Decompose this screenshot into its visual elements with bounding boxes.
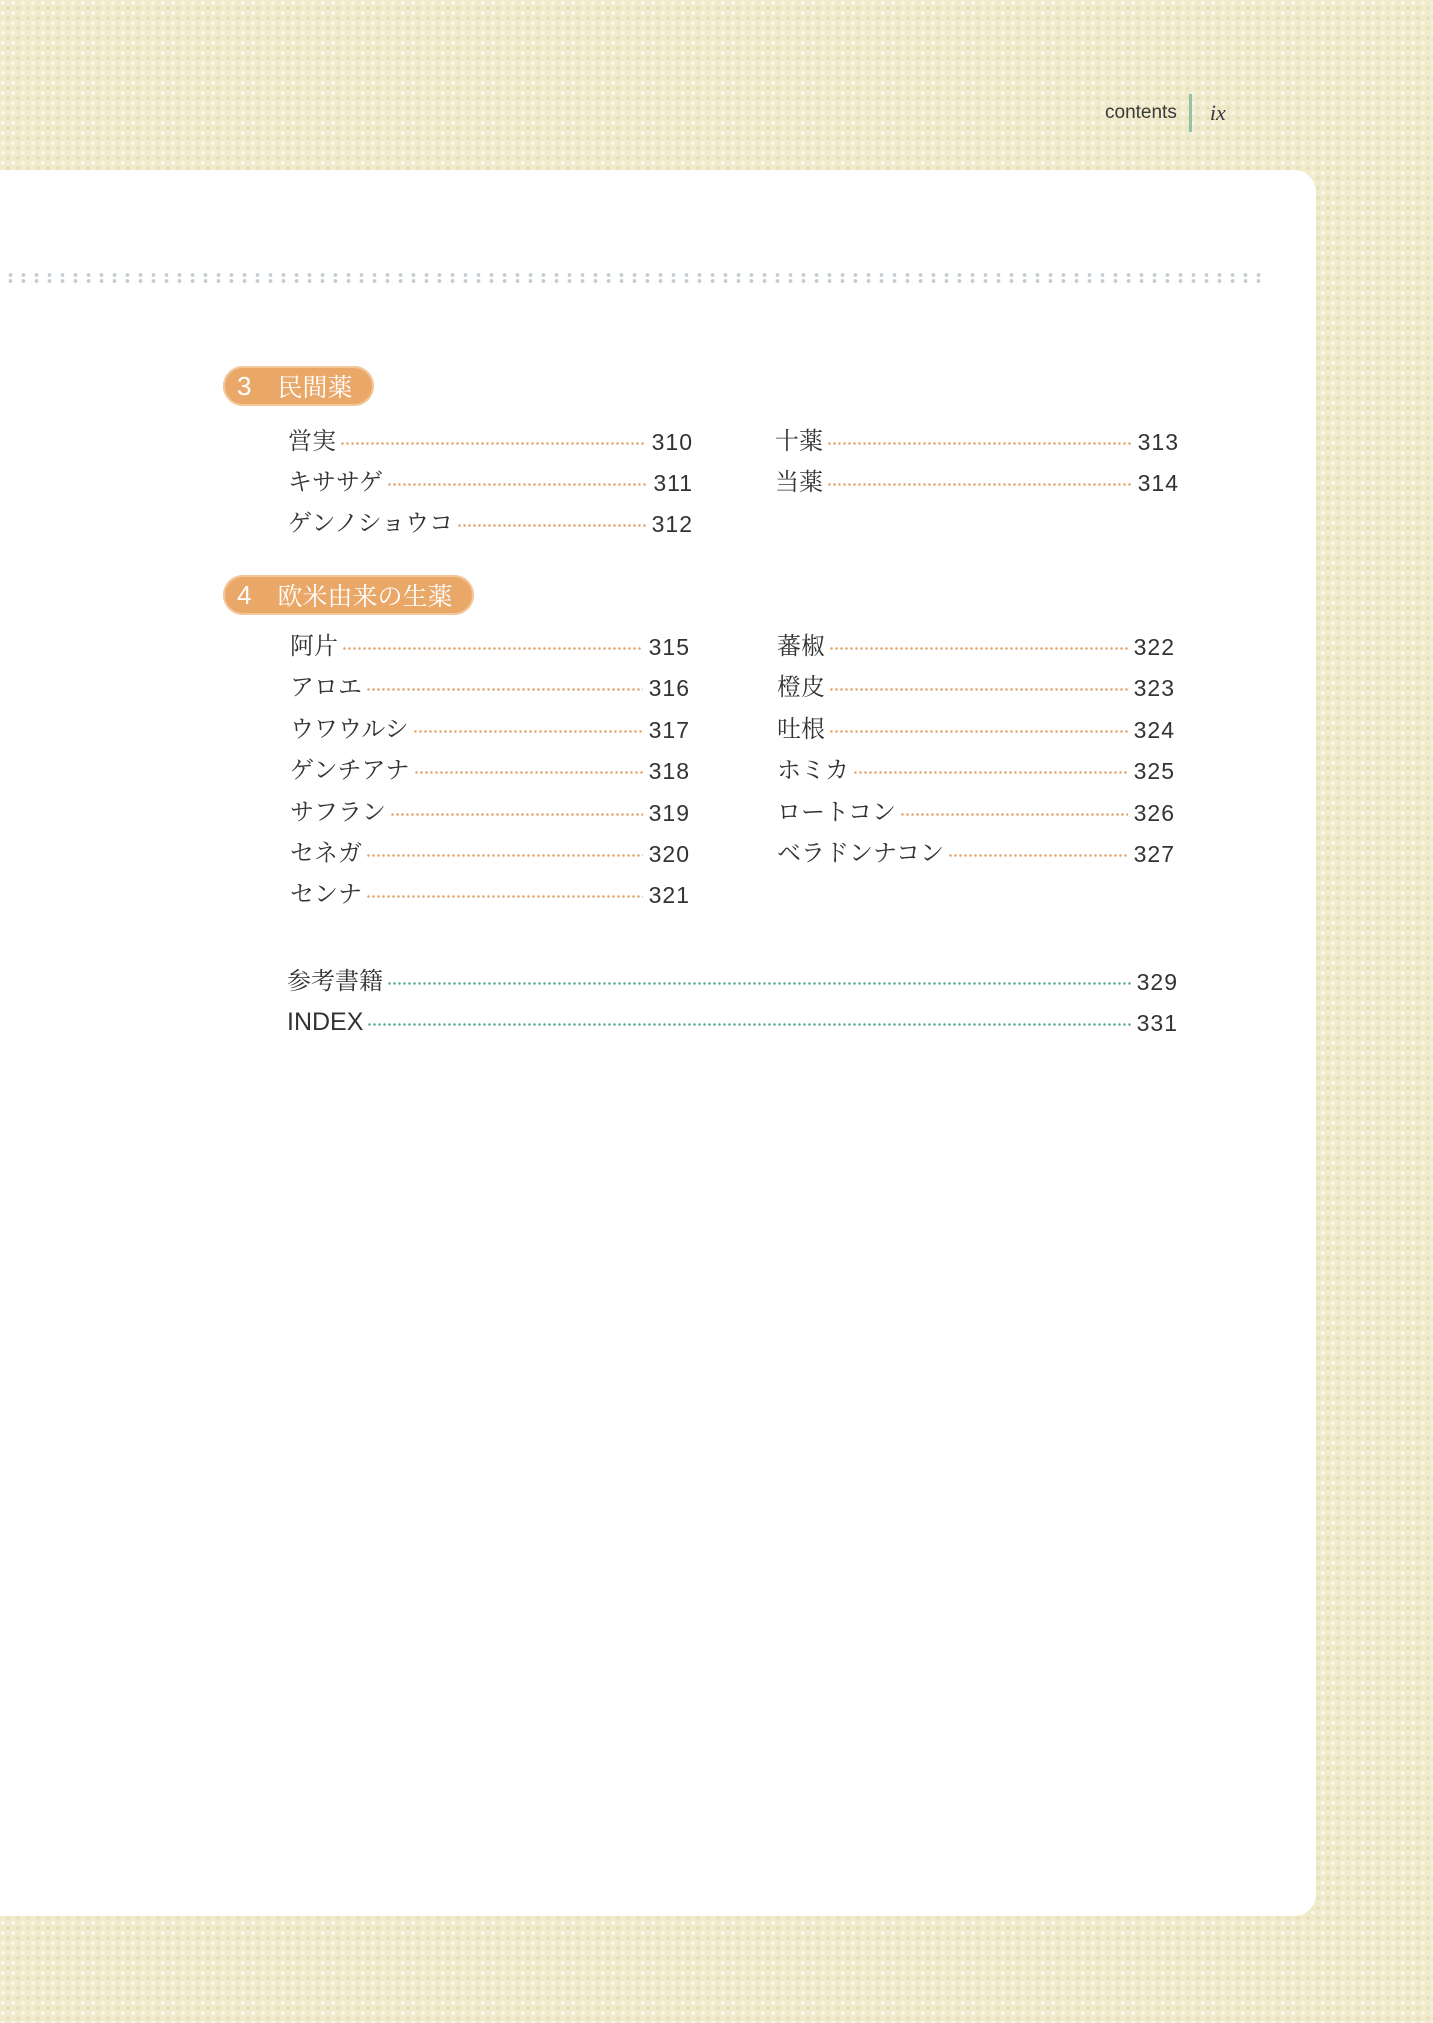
dot-leader [340, 442, 646, 445]
running-header [1105, 96, 1226, 130]
section-3-heading [223, 366, 374, 406]
dot-leader [387, 483, 647, 486]
entry-page: 310 [651, 429, 693, 455]
toc-entry[interactable] [288, 420, 693, 456]
entry-name: ゲンノショウコ [288, 509, 454, 537]
section-4-heading [223, 575, 474, 615]
toc-entry[interactable] [290, 791, 690, 827]
entry-name: ホミカ [777, 756, 849, 784]
entry-name: キササゲ [288, 468, 384, 496]
entry-name: 営実 [288, 427, 336, 455]
entry-page: 315 [648, 634, 690, 660]
dot-leader [829, 647, 1128, 650]
entry-name: 十薬 [775, 427, 823, 455]
toc-entry[interactable] [290, 708, 690, 744]
entry-page: 317 [648, 717, 690, 743]
entry-page: 314 [1137, 470, 1179, 496]
entry-page: 327 [1133, 841, 1175, 867]
dot-leader [948, 854, 1128, 857]
entry-page: 318 [648, 758, 690, 784]
dot-leader [827, 442, 1132, 445]
entry-name: 阿片 [290, 632, 338, 660]
toc-entry[interactable] [290, 873, 690, 909]
entry-page: 326 [1133, 800, 1175, 826]
toc-entry-references[interactable] [287, 960, 1178, 996]
entry-name: 蕃椒 [777, 632, 825, 660]
entry-page: 325 [1133, 758, 1175, 784]
entry-name: INDEX [287, 1008, 364, 1036]
stitch-divider [4, 272, 1266, 284]
toc-entry[interactable] [775, 420, 1179, 456]
header-divider [1189, 94, 1192, 132]
entry-name: 橙皮 [777, 673, 825, 701]
dot-leader [367, 1023, 1130, 1026]
dot-leader [827, 483, 1132, 486]
dot-leader [457, 524, 646, 527]
entry-page: 316 [648, 675, 690, 701]
dot-leader [390, 813, 643, 816]
toc-entry[interactable] [290, 625, 690, 661]
dot-leader [829, 688, 1128, 691]
dot-leader [829, 730, 1128, 733]
toc-entry[interactable] [290, 666, 690, 702]
entry-page: 324 [1133, 717, 1175, 743]
entry-name: ベラドンナコン [777, 839, 945, 867]
entry-name: セネガ [290, 839, 362, 867]
toc-entry[interactable] [290, 832, 690, 868]
entry-page: 313 [1137, 429, 1179, 455]
running-header-label: contents [1105, 102, 1177, 123]
entry-page: 321 [648, 882, 690, 908]
dot-leader [413, 730, 643, 733]
toc-entry[interactable] [777, 791, 1175, 827]
section-number: 4 [237, 579, 252, 610]
entry-name: センナ [290, 880, 362, 908]
section-title: 欧米由来の生薬 [277, 582, 453, 611]
entry-name: ゲンチアナ [290, 756, 410, 784]
entry-page: 323 [1133, 675, 1175, 701]
toc-entry[interactable] [777, 625, 1175, 661]
toc-entry[interactable] [777, 749, 1175, 785]
toc-entry[interactable] [777, 708, 1175, 744]
dot-leader [366, 688, 643, 691]
toc-entry[interactable] [777, 832, 1175, 868]
entry-name: 吐根 [777, 715, 825, 743]
dot-leader [900, 813, 1128, 816]
section-number: 3 [237, 370, 252, 401]
entry-name: アロエ [290, 673, 362, 701]
toc-entry[interactable] [288, 461, 693, 497]
entry-page: 312 [651, 511, 693, 537]
entry-page: 319 [648, 800, 690, 826]
dot-leader [366, 854, 643, 857]
dot-leader [387, 982, 1131, 985]
page-number: ix [1209, 100, 1226, 125]
dot-leader [366, 895, 643, 898]
entry-name: 参考書籍 [287, 967, 383, 995]
entry-page: 322 [1133, 634, 1175, 660]
entry-name: 当薬 [775, 468, 823, 496]
section-title: 民間薬 [277, 373, 353, 402]
dot-leader [414, 771, 643, 774]
toc-entry[interactable] [290, 749, 690, 785]
toc-entry[interactable] [777, 666, 1175, 702]
entry-page: 320 [648, 841, 690, 867]
entry-page: 311 [653, 470, 693, 496]
dot-leader [342, 647, 643, 650]
entry-name: ウワウルシ [290, 715, 409, 743]
entry-name: サフラン [290, 798, 386, 826]
entry-page: 331 [1136, 1010, 1178, 1036]
dot-leader [853, 771, 1128, 774]
toc-entry-index[interactable] [287, 1001, 1178, 1037]
toc-entry[interactable] [288, 502, 693, 538]
entry-page: 329 [1136, 969, 1178, 995]
entry-name: ロートコン [777, 798, 897, 826]
toc-entry[interactable] [775, 461, 1179, 497]
